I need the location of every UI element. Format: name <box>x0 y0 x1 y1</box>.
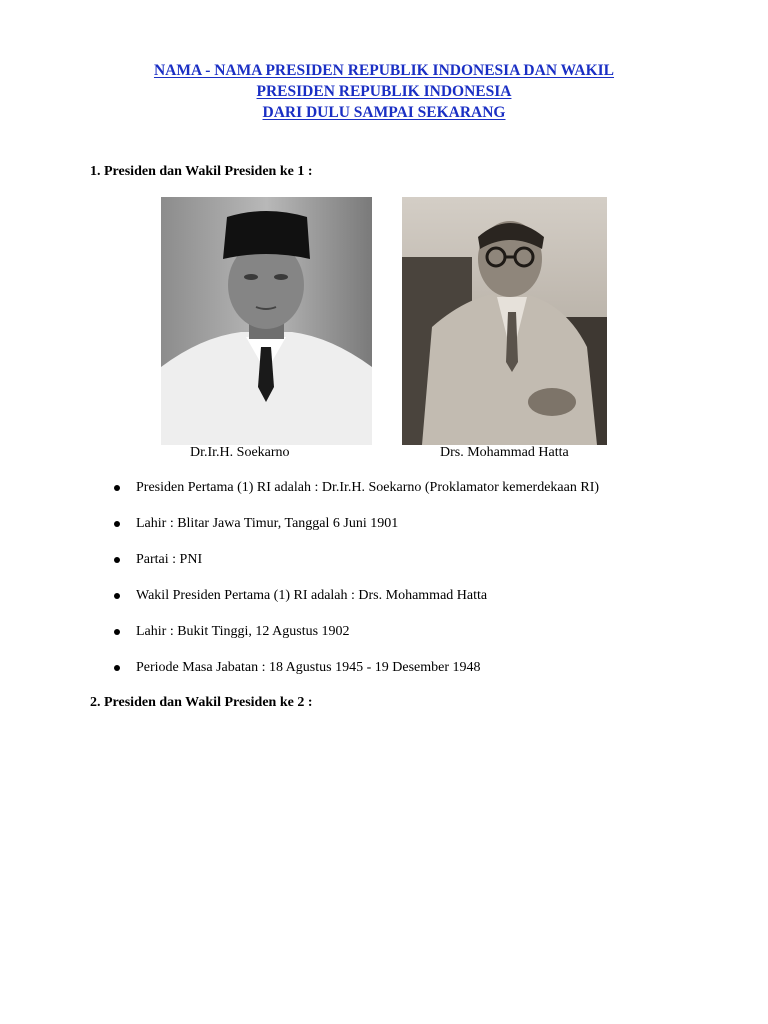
list-item <box>114 660 599 696</box>
vice-president-portrait-image <box>402 197 607 445</box>
bullet-icon <box>114 593 120 599</box>
list-item <box>114 588 599 624</box>
list-item-text: Wakil Presiden Pertama (1) RI adalah : Drs. Mohammad Hatta <box>136 588 488 603</box>
title-line-3: DARI DULU SAMPAI SEKARANG <box>262 104 506 121</box>
list-item <box>114 624 599 660</box>
president-portrait-image <box>161 197 372 445</box>
title-line-1: NAMA - NAMA PRESIDEN REPUBLIK INDONESIA DAN WAKIL <box>153 62 615 79</box>
bullet-icon <box>114 629 120 635</box>
president-photo <box>161 197 372 445</box>
title-line-2: PRESIDEN REPUBLIK INDONESIA <box>256 83 512 100</box>
bullet-icon <box>114 557 120 563</box>
list-item <box>114 480 599 516</box>
list-item <box>114 516 599 552</box>
section-1-bullet-list <box>114 480 599 696</box>
list-item-text: Partai : PNI <box>136 552 203 567</box>
bullet-icon <box>114 485 120 491</box>
list-item-text: Lahir : Bukit Tinggi, 12 Agustus 1902 <box>136 624 350 639</box>
vice-president-caption: Drs. Mohammad Hatta <box>440 445 569 460</box>
bullet-icon <box>114 665 120 671</box>
list-item <box>114 552 599 588</box>
section-2-heading: 2. Presiden dan Wakil Presiden ke 2 : <box>90 695 313 710</box>
president-caption: Dr.Ir.H. Soekarno <box>190 445 290 460</box>
document-title <box>0 60 768 123</box>
list-item-text: Lahir : Blitar Jawa Timur, Tanggal 6 Juni 1901 <box>136 516 399 531</box>
bullet-icon <box>114 521 120 527</box>
vice-president-photo <box>402 197 607 445</box>
list-item-text: Presiden Pertama (1) RI adalah : Dr.Ir.H. Soekarno (Proklamator kemerdekaan RI) <box>136 480 600 495</box>
section-1-heading: 1. Presiden dan Wakil Presiden ke 1 : <box>90 164 313 179</box>
list-item-text: Periode Masa Jabatan : 18 Agustus 1945 - 19 Desember 1948 <box>136 660 481 675</box>
